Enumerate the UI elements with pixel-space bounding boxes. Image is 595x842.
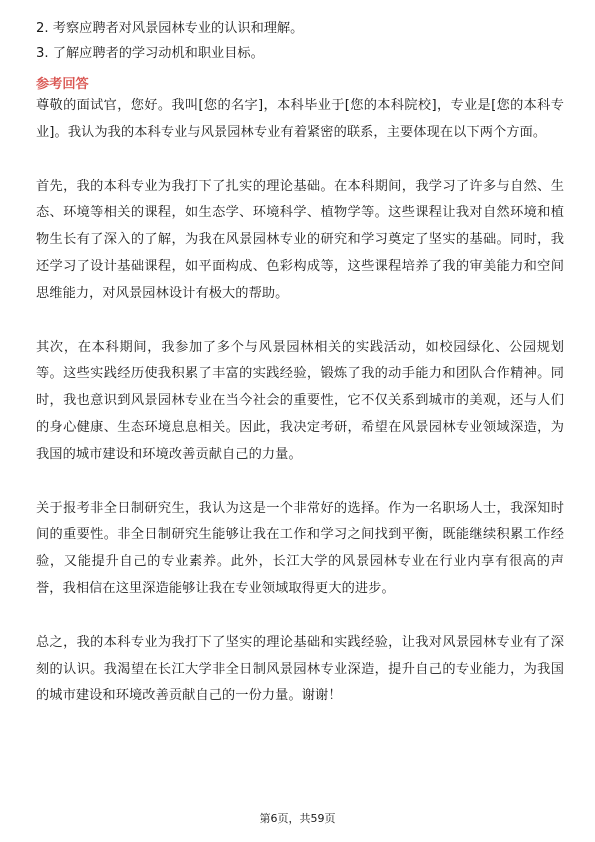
- paragraph-intro: 尊敬的面试官，您好。我叫[您的名字]，本科毕业于[您的本科院校]，专业是[您的本科专业]。我认为我的本科专业与风景园林专业有着紧密的联系，主要体现在以下两个方面。: [36, 98, 564, 140]
- page-number-footer: 第6页，共59页: [259, 812, 336, 825]
- paragraph-part-time: 关于报考非全日制研究生，我认为这是一个非常好的选择。作为一名职场人士，我深知时间的重要性。非全日制研究生能够让我在工作和学习之间找到平衡，既能继续积累工作经验，又能提升自己的专业素养。此外，长江大学的风景园林专业在行业内享有很高的声誉，我相信在这里深造能够让我在专业领域取得更大的进步。: [36, 500, 564, 596]
- paragraph-practice: 其次，在本科期间，我参加了多个与风景园林相关的实践活动，如校园绿化、公园规划等。这些实践经历使我积累了丰富的实践经验，锻炼了我的动手能力和团队合作精神。同时，我也意识到风景园林专业在当今社会的重要性，它不仅关系到城市的美观，还与人们的身心健康、生态环境息息相关。因此，我决定考研，希望在风景园林专业领域深造，为我国的城市建设和环境改善贡献自己的力量。: [36, 339, 564, 462]
- list-item-2: 2. 考察应聘者对风景园林专业的认识和理解。: [36, 21, 304, 36]
- paragraph-conclusion: 总之，我的本科专业为我打下了坚实的理论基础和实践经验，让我对风景园林专业有了深刻的认识。我渴望在长江大学非全日制风景园林专业深造，提升自己的专业能力，为我国的城市建设和环境改善贡献自己的一份力量。谢谢！: [36, 634, 564, 704]
- paragraph-theory: 首先，我的本科专业为我打下了扎实的理论基础。在本科期间，我学习了许多与自然、生态、环境等相关的课程，如生态学、环境科学、植物学等。这些课程让我对自然环境和植物生长有了深入的了解，为我在风景园林专业的研究和学习奠定了坚实的基础。同时，我还学习了设计基础课程，如平面构成、色彩构成等，这些课程培养了我的审美能力和空间思维能力，对风景园林设计有极大的帮助。: [36, 178, 564, 301]
- list-item-3: 3. 了解应聘者的学习动机和职业目标。: [36, 46, 264, 61]
- answer-heading: 参考回答: [36, 77, 89, 92]
- document-page: [36, 18, 564, 710]
